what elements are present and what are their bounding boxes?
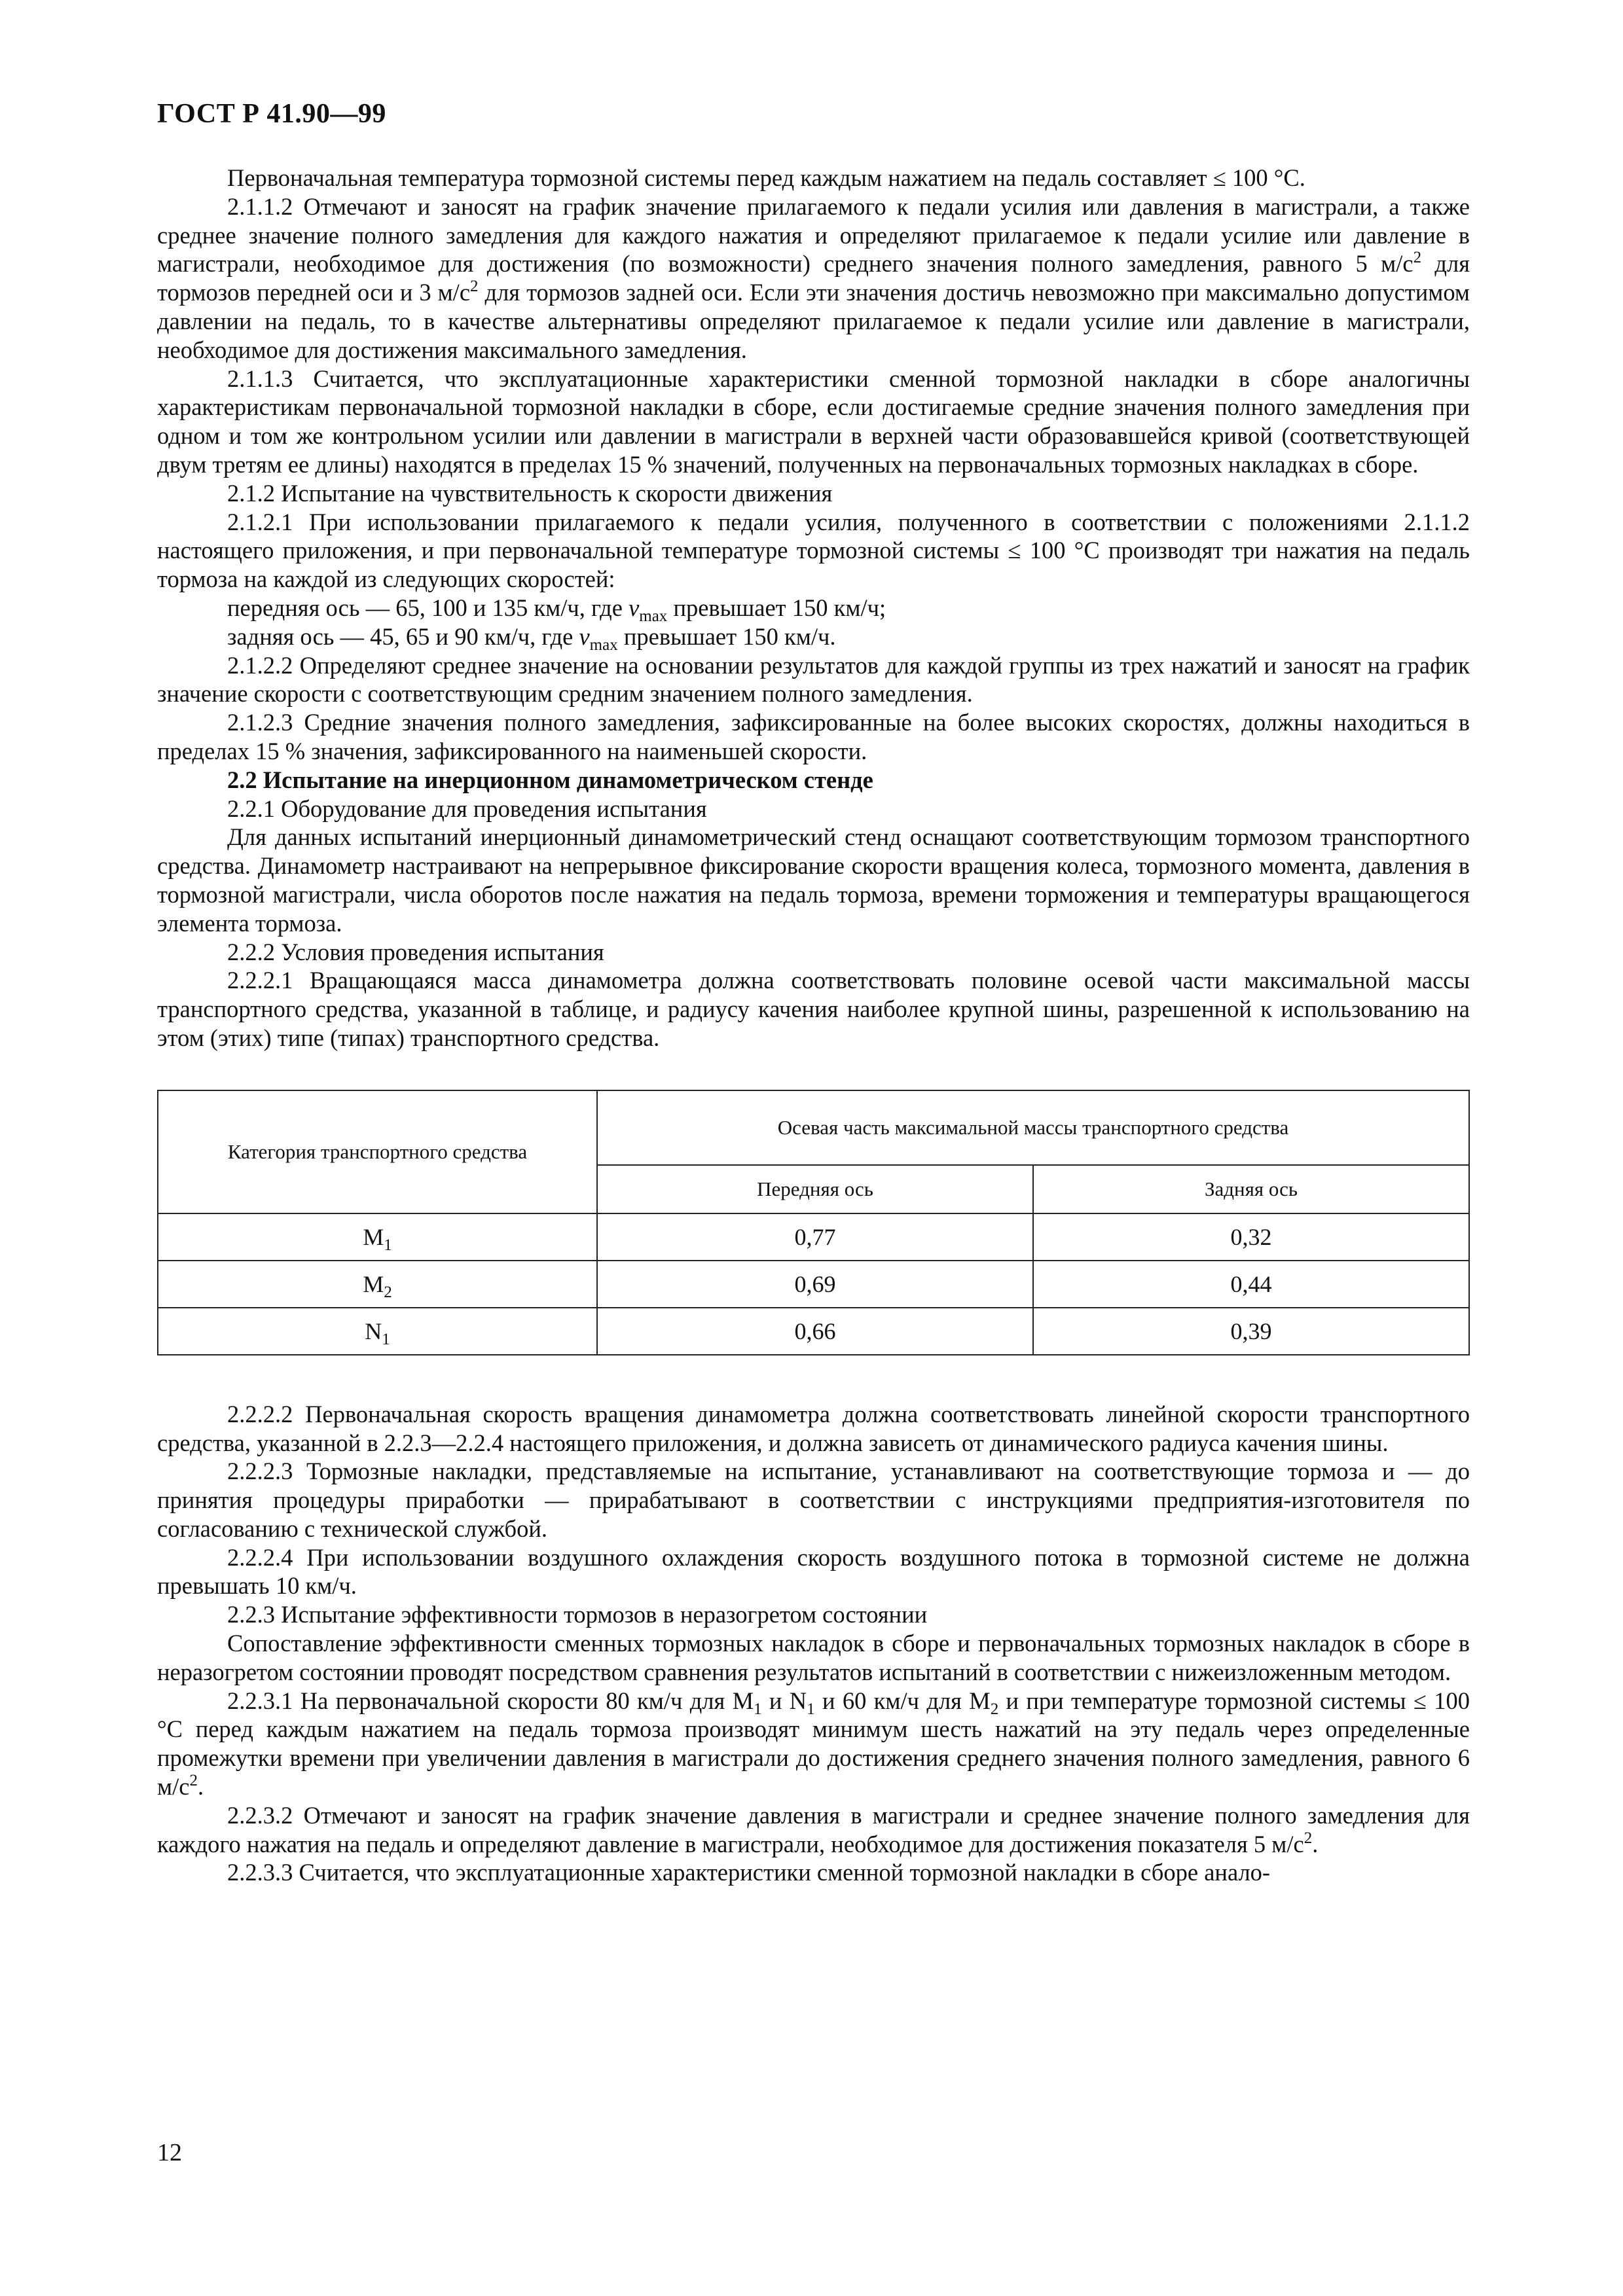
paragraph-2-2-3-2: 2.2.3.2 Отмечают и заносят на график значение давления в магистрали и среднее значение полного замедления для каждого нажатия на педаль и определяют давление в магистрали, необходимое для достижения показателя 5 $м/с^2$. (157, 1801, 1470, 1857)
paragraph-2-2-2-2: 2.2.2.2 Первоначальная скорость вращения динамометра должна соответствовать линейной скорости транспортного средства, указанной в 2.2.3—2.2.4 настоящего приложения, и должна зависеть от динамического радиуса качения шины. (157, 1400, 1470, 1456)
paragraph-2-1-2-1: 2.1.2.1 При использовании прилагаемого к педали усилия, полученного в соответствии с положениями 2.1.1.2 настоящего приложения, и при первоначальной температуре тормозной системы ≤ 100 °С производят три нажатия на педаль тормоза на каждой из следующих скоростей: (157, 508, 1470, 593)
paragraph-2-2-3-3: 2.2.3.3 Считается, что эксплуатационные характеристики сменной тормозной накладки в сборе анало- (227, 1859, 1271, 1886)
table-cell-category: $N_1$ (158, 1308, 597, 1355)
paragraph-2-2-2-3: 2.2.2.3 Тормозные накладки, представляемые на испытание, устанавливают на соответствующие тормоза и — до принятия процедуры приработки — прирабатывают в соответствии с инструкциями предприятия-изготовителя по согласованию с технической службой. (157, 1458, 1470, 1542)
table-cell-category: $M_1$ (158, 1213, 597, 1261)
table-cell-rear: 0,39 (1033, 1308, 1469, 1355)
table-cell-front: 0,66 (597, 1308, 1033, 1355)
document-header: ГОСТ Р 41.90—99 (157, 99, 386, 129)
paragraph-2-2-2-4: 2.2.2.4 При использовании воздушного охлаждения скорость воздушного потока в тормозной системе не должна превышать 10 км/ч. (157, 1543, 1470, 1600)
table-header-front: Передняя ось (597, 1165, 1033, 1213)
paragraph-2-1-1-3: 2.1.1.3 Считается, что эксплуатационные характеристики сменной тормозной накладки в сборе аналогичны характеристикам первоначальной тормозной накладки в сборе, если достигаемые средние значения полного замедления при одном и том же контрольном усилии или давлении в магистрали в верхней части образовавшейся кривой (соответствующей двум третям ее длины) находятся в пределах 15 % значений, полученных на первоначальных тормозных накладках в сборе. (157, 365, 1470, 478)
paragraph: Первоначальная температура тормозной системы перед каждым нажатием на педаль составляет ≤ 100 °С. (227, 164, 1305, 191)
paragraph-equipment: Для данных испытаний инерционный динамометрический стенд оснащают соответствующим тормозом транспортного средства. Динамометр настраивают на непрерывное фиксирование скорости вращения колеса, тормозного момента, давления в тормозной магистрали, числа оборотов после нажатия на педаль тормоза, времени торможения и температуры вращающегося элемента тормоза. (157, 823, 1470, 937)
paragraph-2-2-3-1: 2.2.3.1 На первоначальной скорости 80 км/ч для $M_1$ и $N_1$ и 60 км/ч для $M_2$ и при температуре тормозной системы ≤ 100 °С перед каждым нажатием на педаль тормоза производят минимум шесть нажатий на эту педаль через определенные промежутки времени при увеличении давления в магистрали до достижения среднего значения полного замедления, равного 6 $м/с^2$. (157, 1687, 1470, 1801)
section-heading-2-2: 2.2 Испытание на инерционном динамометрическом стенде (227, 766, 873, 793)
paragraph-comparison: Сопоставление эффективности сменных тормозных накладок в сборе и первоначальных тормозных накладок в сборе в неразогретом состоянии проводят посредством сравнения результатов испытаний в соответствии с нижеизложенным методом. (157, 1630, 1470, 1685)
paragraph-2-1-2-2: 2.1.2.2 Определяют среднее значение на основании результатов для каждой группы из трех нажатий и заносят на график значение скорости с соответствующим средним значением полного замедления. (157, 651, 1470, 708)
table-row (158, 1308, 1469, 1355)
table-cell-front: 0,69 (597, 1261, 1033, 1308)
table-cell-rear: 0,44 (1033, 1261, 1469, 1308)
paragraph-2-1-1-2: 2.1.1.2 Отмечают и заносят на график значение прилагаемого к педали усилия или давления в магистрали, а также среднее значение полного замедления для каждого нажатия и определяют прилагаемое к педали усилие или давление в магистрали, необходимое для достижения (по возможности) среднего значения полного замедления, равного 5 $м/с^2$ для тормозов передней оси и 3 $м/с^2$ для тормозов задней оси. Если эти значения достичь невозможно при максимально допустимом давлении на педаль, то в качестве альтернативы определяют прилагаемое к педали усилие или давление в магистрали, необходимое для достижения максимального замедления. (157, 192, 1470, 363)
section-heading-2-1-2: 2.1.2 Испытание на чувствительность к скорости движения (227, 479, 833, 507)
section-heading-2-2-3: 2.2.3 Испытание эффективности тормозов в неразогретом состоянии (227, 1601, 928, 1628)
paragraph-2-2-2-1: 2.2.2.1 Вращающаяся масса динамометра должна соответствовать половине осевой части максимальной массы транспортного средства, указанной в таблице, и радиусу качения наиболее крупной шины, разрешенной к использованию на этом (этих) типе (типах) транспортного средства. (157, 967, 1470, 1051)
table-cell-category: $M_2$ (158, 1261, 597, 1308)
table-cell-front: 0,77 (597, 1213, 1033, 1261)
axle-mass-table (157, 1090, 1470, 1355)
table-header-category: Категория транспортного средства (158, 1090, 597, 1213)
table-header-rear: Задняя ось (1033, 1165, 1469, 1213)
table-row (158, 1261, 1469, 1308)
document-page (157, 98, 1470, 2212)
list-item-front-axle: передняя ось — 65, 100 и 135 км/ч, где $v_{max}$ превышает 150 км/ч; (227, 594, 886, 625)
page-number: 12 (157, 2139, 182, 2166)
table-header-group: Осевая часть максимальной массы транспортного средства (597, 1090, 1469, 1165)
table-row (158, 1213, 1469, 1261)
paragraph-2-1-2-3: 2.1.2.3 Средние значения полного замедления, зафиксированные на более высоких скоростях, должны находиться в пределах 15 % значения, зафиксированного на наименьшей скорости. (157, 709, 1470, 764)
section-heading-2-2-2: 2.2.2 Условия проведения испытания (227, 938, 604, 965)
section-heading-2-2-1: 2.2.1 Оборудование для проведения испытания (227, 795, 707, 822)
table-cell-rear: 0,32 (1033, 1213, 1469, 1261)
list-item-rear-axle: задняя ось — 45, 65 и 90 км/ч, где $v_{max}$ превышает 150 км/ч. (227, 622, 836, 654)
